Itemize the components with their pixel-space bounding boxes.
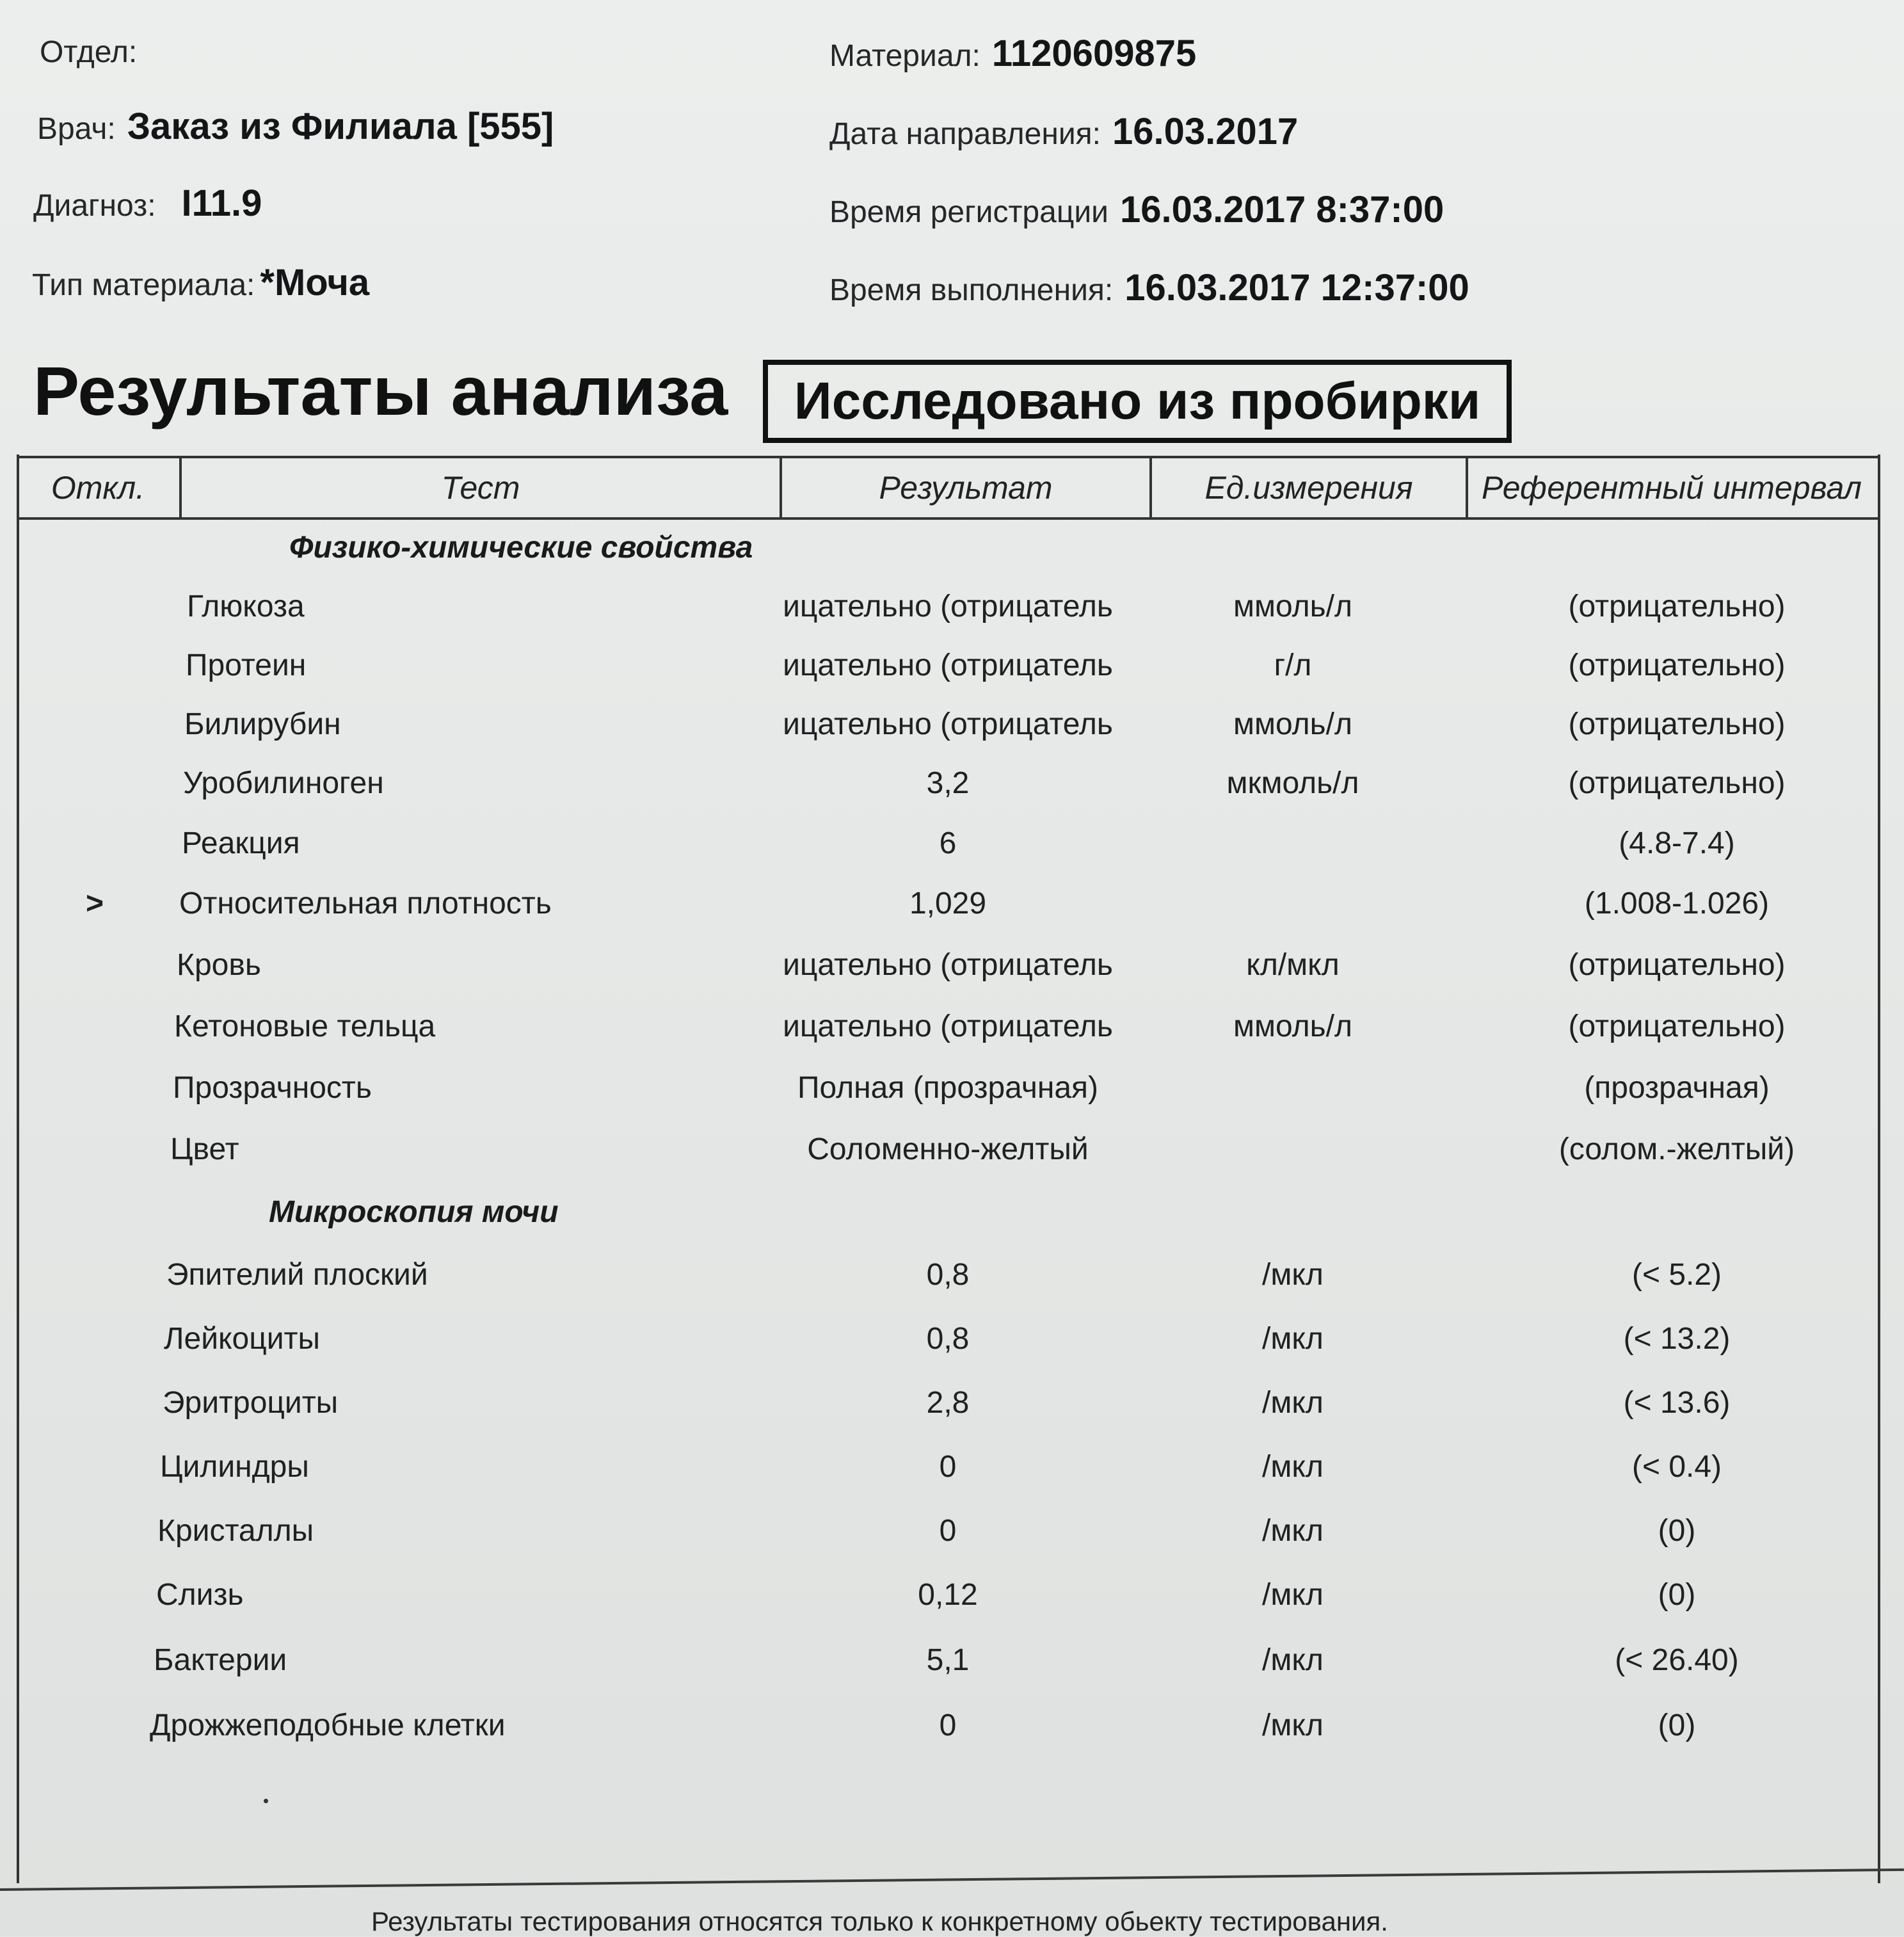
row-test: Протеин	[186, 648, 307, 682]
row-reference: (отрицательно)	[1568, 1009, 1786, 1043]
row-unit: /мкл	[1262, 1322, 1324, 1356]
row-flag: >	[85, 887, 104, 920]
material-value: 1120609875	[991, 33, 1197, 74]
row-result: 0,12	[918, 1578, 978, 1612]
row-test: Кристаллы	[157, 1514, 314, 1548]
registration-time-label: Время регистрации	[829, 195, 1108, 229]
doctor-label: Врач:	[37, 112, 116, 146]
col-header-flag: Откл.	[17, 458, 182, 517]
row-result: ицательно (отрицатель	[783, 648, 1113, 682]
table-row	[0, 1700, 1904, 1751]
section-title-microscopy: Микроскопия мочи	[269, 1195, 559, 1229]
row-result: 0,8	[926, 1258, 970, 1292]
table-row	[0, 1570, 1904, 1621]
col-header-unit: Ед.измерения	[1152, 458, 1468, 517]
col-header-test: Тест	[182, 458, 782, 517]
row-test: Цвет	[170, 1132, 239, 1166]
row-test: Относительная плотность	[179, 887, 552, 920]
row-reference: (< 13.6)	[1623, 1386, 1731, 1420]
row-reference: (< 5.2)	[1631, 1258, 1722, 1292]
row-result: 1,029	[909, 887, 987, 920]
table-row	[0, 818, 1904, 869]
tube-stamp: Исследовано из пробирки	[763, 360, 1512, 443]
row-reference: (< 26.40)	[1615, 1643, 1739, 1677]
row-unit: мкмоль/л	[1226, 766, 1359, 800]
row-unit: /мкл	[1262, 1450, 1324, 1484]
row-test: Реакция	[182, 826, 300, 860]
row-test: Лейкоциты	[164, 1322, 321, 1356]
row-result: 6	[939, 826, 957, 860]
row-reference: (отрицательно)	[1568, 590, 1786, 623]
row-result: 0	[939, 1514, 957, 1548]
department-field	[40, 28, 148, 71]
diagnosis-value: I11.9	[181, 182, 262, 224]
table-row	[0, 1506, 1904, 1557]
row-result: 0,8	[926, 1322, 970, 1356]
row-test: Уробилиноген	[183, 766, 384, 800]
row-test: Эпителий плоский	[166, 1258, 428, 1292]
row-test: Эритроциты	[163, 1386, 339, 1420]
table-row	[0, 1442, 1904, 1493]
table-row	[0, 940, 1904, 991]
table-row	[0, 1314, 1904, 1365]
row-reference: (< 13.2)	[1623, 1322, 1731, 1356]
row-reference: (солом.-желтый)	[1558, 1132, 1795, 1166]
row-reference: (отрицательно)	[1568, 766, 1786, 800]
row-unit: /мкл	[1262, 1578, 1324, 1612]
col-header-result: Результат	[782, 458, 1152, 517]
table-row	[0, 1124, 1904, 1175]
referral-date-value: 16.03.2017	[1112, 111, 1299, 152]
col-header-reference: Референтный интервал	[1482, 470, 1862, 506]
table-row	[0, 1635, 1904, 1686]
department-label: Отдел:	[40, 35, 138, 69]
row-result: ицательно (отрицатель	[783, 590, 1113, 623]
material-label: Материал:	[829, 39, 980, 73]
row-result: ицательно (отрицатель	[783, 948, 1113, 982]
row-reference: (< 0.4)	[1631, 1450, 1722, 1484]
row-reference: (прозрачная)	[1584, 1071, 1770, 1105]
row-unit: /мкл	[1262, 1514, 1324, 1548]
row-reference: (отрицательно)	[1568, 707, 1786, 741]
row-test: Билирубин	[184, 707, 341, 741]
row-test: Кетоновые тельца	[174, 1009, 436, 1043]
completion-time-value: 16.03.2017 12:37:00	[1124, 267, 1469, 309]
page-title: Результаты анализа	[33, 352, 728, 430]
table-row	[0, 878, 1904, 929]
table-row	[0, 1001, 1904, 1052]
row-unit: /мкл	[1262, 1643, 1324, 1677]
row-test: Кровь	[177, 948, 261, 982]
row-reference: (4.8-7.4)	[1619, 826, 1735, 860]
material-type-field	[32, 261, 369, 304]
diagnosis-label: Диагноз:	[33, 189, 156, 223]
row-reference: (0)	[1658, 1708, 1696, 1742]
completion-time-field	[829, 266, 1469, 309]
material-field	[829, 32, 1196, 75]
table-row	[0, 758, 1904, 809]
row-test: Слизь	[156, 1578, 244, 1612]
row-unit: кл/мкл	[1246, 948, 1340, 982]
paper-speck	[264, 1799, 268, 1803]
row-result: 0	[939, 1708, 957, 1742]
table-row	[0, 640, 1904, 691]
row-result: ицательно (отрицатель	[783, 1009, 1113, 1043]
row-test: Бактерии	[154, 1643, 287, 1677]
material-type-label: Тип материала:	[32, 268, 255, 302]
row-test: Цилиндры	[160, 1450, 309, 1484]
table-header	[17, 456, 1880, 520]
row-result: ицательно (отрицатель	[783, 707, 1113, 741]
table-row	[0, 1063, 1904, 1114]
footer-disclaimer: Результаты тестирования относятся только к конкретному обьекту тестирования.	[371, 1906, 1388, 1936]
referral-date-field	[829, 110, 1298, 153]
row-result: Полная (прозрачная)	[797, 1071, 1099, 1105]
completion-time-label: Время выполнения:	[829, 273, 1114, 307]
row-unit: ммоль/л	[1233, 590, 1352, 623]
row-reference: (0)	[1658, 1514, 1696, 1548]
row-result: 3,2	[926, 766, 970, 800]
row-reference: (отрицательно)	[1568, 648, 1786, 682]
doctor-value: Заказ из Филиала [555]	[127, 106, 554, 147]
row-test: Глюкоза	[187, 590, 305, 623]
row-result: 0	[939, 1450, 957, 1484]
diagnosis-field	[33, 182, 262, 225]
row-unit: г/л	[1274, 648, 1312, 682]
material-type-value: *Моча	[260, 262, 370, 303]
row-unit: ммоль/л	[1233, 1009, 1352, 1043]
registration-time-value: 16.03.2017 8:37:00	[1119, 189, 1444, 230]
table-row	[0, 699, 1904, 750]
row-unit: ммоль/л	[1233, 707, 1352, 741]
table-row	[0, 1378, 1904, 1429]
row-unit: /мкл	[1262, 1258, 1324, 1292]
row-reference: (отрицательно)	[1568, 948, 1786, 982]
row-test: Дрожжеподобные клетки	[150, 1708, 506, 1742]
table-row	[0, 1250, 1904, 1301]
registration-time-field	[829, 188, 1444, 231]
referral-date-label: Дата направления:	[829, 117, 1101, 151]
row-result: 5,1	[926, 1643, 970, 1677]
row-test: Прозрачность	[173, 1071, 372, 1105]
row-reference: (1.008-1.026)	[1584, 887, 1770, 920]
row-reference: (0)	[1658, 1578, 1696, 1612]
row-result: 2,8	[926, 1386, 970, 1420]
section-title-physchem: Физико-химические свойства	[289, 531, 753, 565]
row-unit: /мкл	[1262, 1708, 1324, 1742]
table-row	[0, 581, 1904, 632]
row-result: Соломенно-желтый	[807, 1132, 1089, 1166]
doctor-field	[37, 105, 554, 148]
row-unit: /мкл	[1262, 1386, 1324, 1420]
